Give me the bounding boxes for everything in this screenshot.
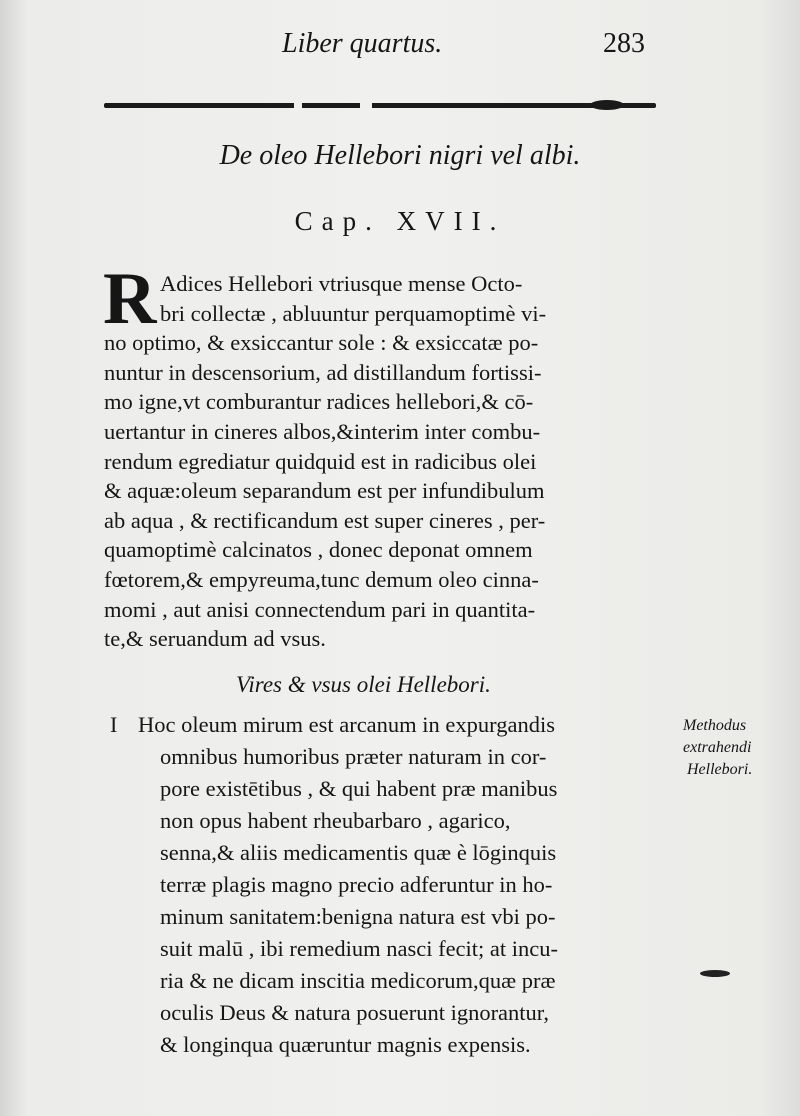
rule-ornament: [590, 100, 624, 110]
item-line: suit malū , ibi remedium nasci fecit; at incu-: [160, 936, 559, 961]
body-line: uertantur in cineres albos,&interim inter combu-: [104, 419, 541, 444]
item-line: non opus habent rheubarbaro , agarico,: [160, 808, 511, 833]
drop-cap: R: [103, 258, 157, 340]
body-line: & aquæ:oleum separandum est per infundibulum: [104, 478, 545, 504]
body-line: ab aqua , & rectificandum est super cineres , per-: [104, 507, 546, 533]
chapter-title: De oleo Hellebori nigri vel albi.: [219, 140, 581, 171]
body-line: mo igne,vt comburantur radices hellebori,& cō-: [104, 389, 534, 415]
body-line: bri collectæ , abluuntur perquamoptimè vi-: [160, 300, 547, 326]
running-title: Liber quartus.: [282, 28, 443, 59]
ink-blot: [700, 970, 730, 977]
body-line: nuntur in descensorium, ad distillandum fortissi-: [104, 359, 542, 385]
bleed-through-text: [500, 60, 503, 80]
item-line: & longinqua quæruntur magnis expensis.: [160, 1032, 531, 1057]
bleed-through-margin: [700, 540, 703, 560]
chapter-number: Cap. XVII.: [294, 206, 506, 236]
margin-note-line: Methodus: [683, 717, 747, 734]
item-line: senna,& aliis medicamentis quæ è lōginquis: [160, 840, 557, 865]
item-number: I: [110, 712, 118, 737]
margin-note-line: Hellebori.: [687, 761, 753, 778]
page-number: 283: [603, 28, 645, 59]
item-line: omnibus humoribus præter naturam in cor-: [160, 744, 547, 769]
body-line: quamoptimè calcinatos , donec deponat omnem: [104, 537, 533, 563]
item-line: minum sanitatem:benigna natura est vbi po-: [160, 904, 556, 929]
margin-note-line: extrahendi: [683, 739, 752, 756]
item-line: terræ plagis magno precio adferuntur in ho-: [160, 872, 553, 897]
section-heading: Vires & vsus olei Hellebori.: [236, 672, 491, 697]
item-line: Hoc oleum mirum est arcanum in expurgandis: [138, 712, 555, 737]
body-line: fœtorem,& empyreuma,tunc demum oleo cinna-: [104, 567, 539, 592]
body-line: rendum egrediatur quidquid est in radicibus olei: [104, 448, 537, 474]
body-line: no optimo, & exsiccantur sole : & exsiccatæ po-: [104, 330, 539, 356]
item-line: oculis Deus & natura posuerunt ignorantur,: [160, 1000, 550, 1025]
body-line: te,& seruandum ad vsus.: [104, 626, 326, 652]
body-line: momi , aut anisi connectendum pari in quantita-: [104, 596, 536, 622]
item-line: pore existētibus , & qui habent præ manibus: [160, 776, 558, 801]
body-line: Adices Hellebori vtriusque mense Octo-: [160, 271, 523, 296]
item-line: ria & ne dicam inscitia medicorum,quæ præ: [160, 968, 556, 993]
header-rule: [104, 103, 656, 108]
